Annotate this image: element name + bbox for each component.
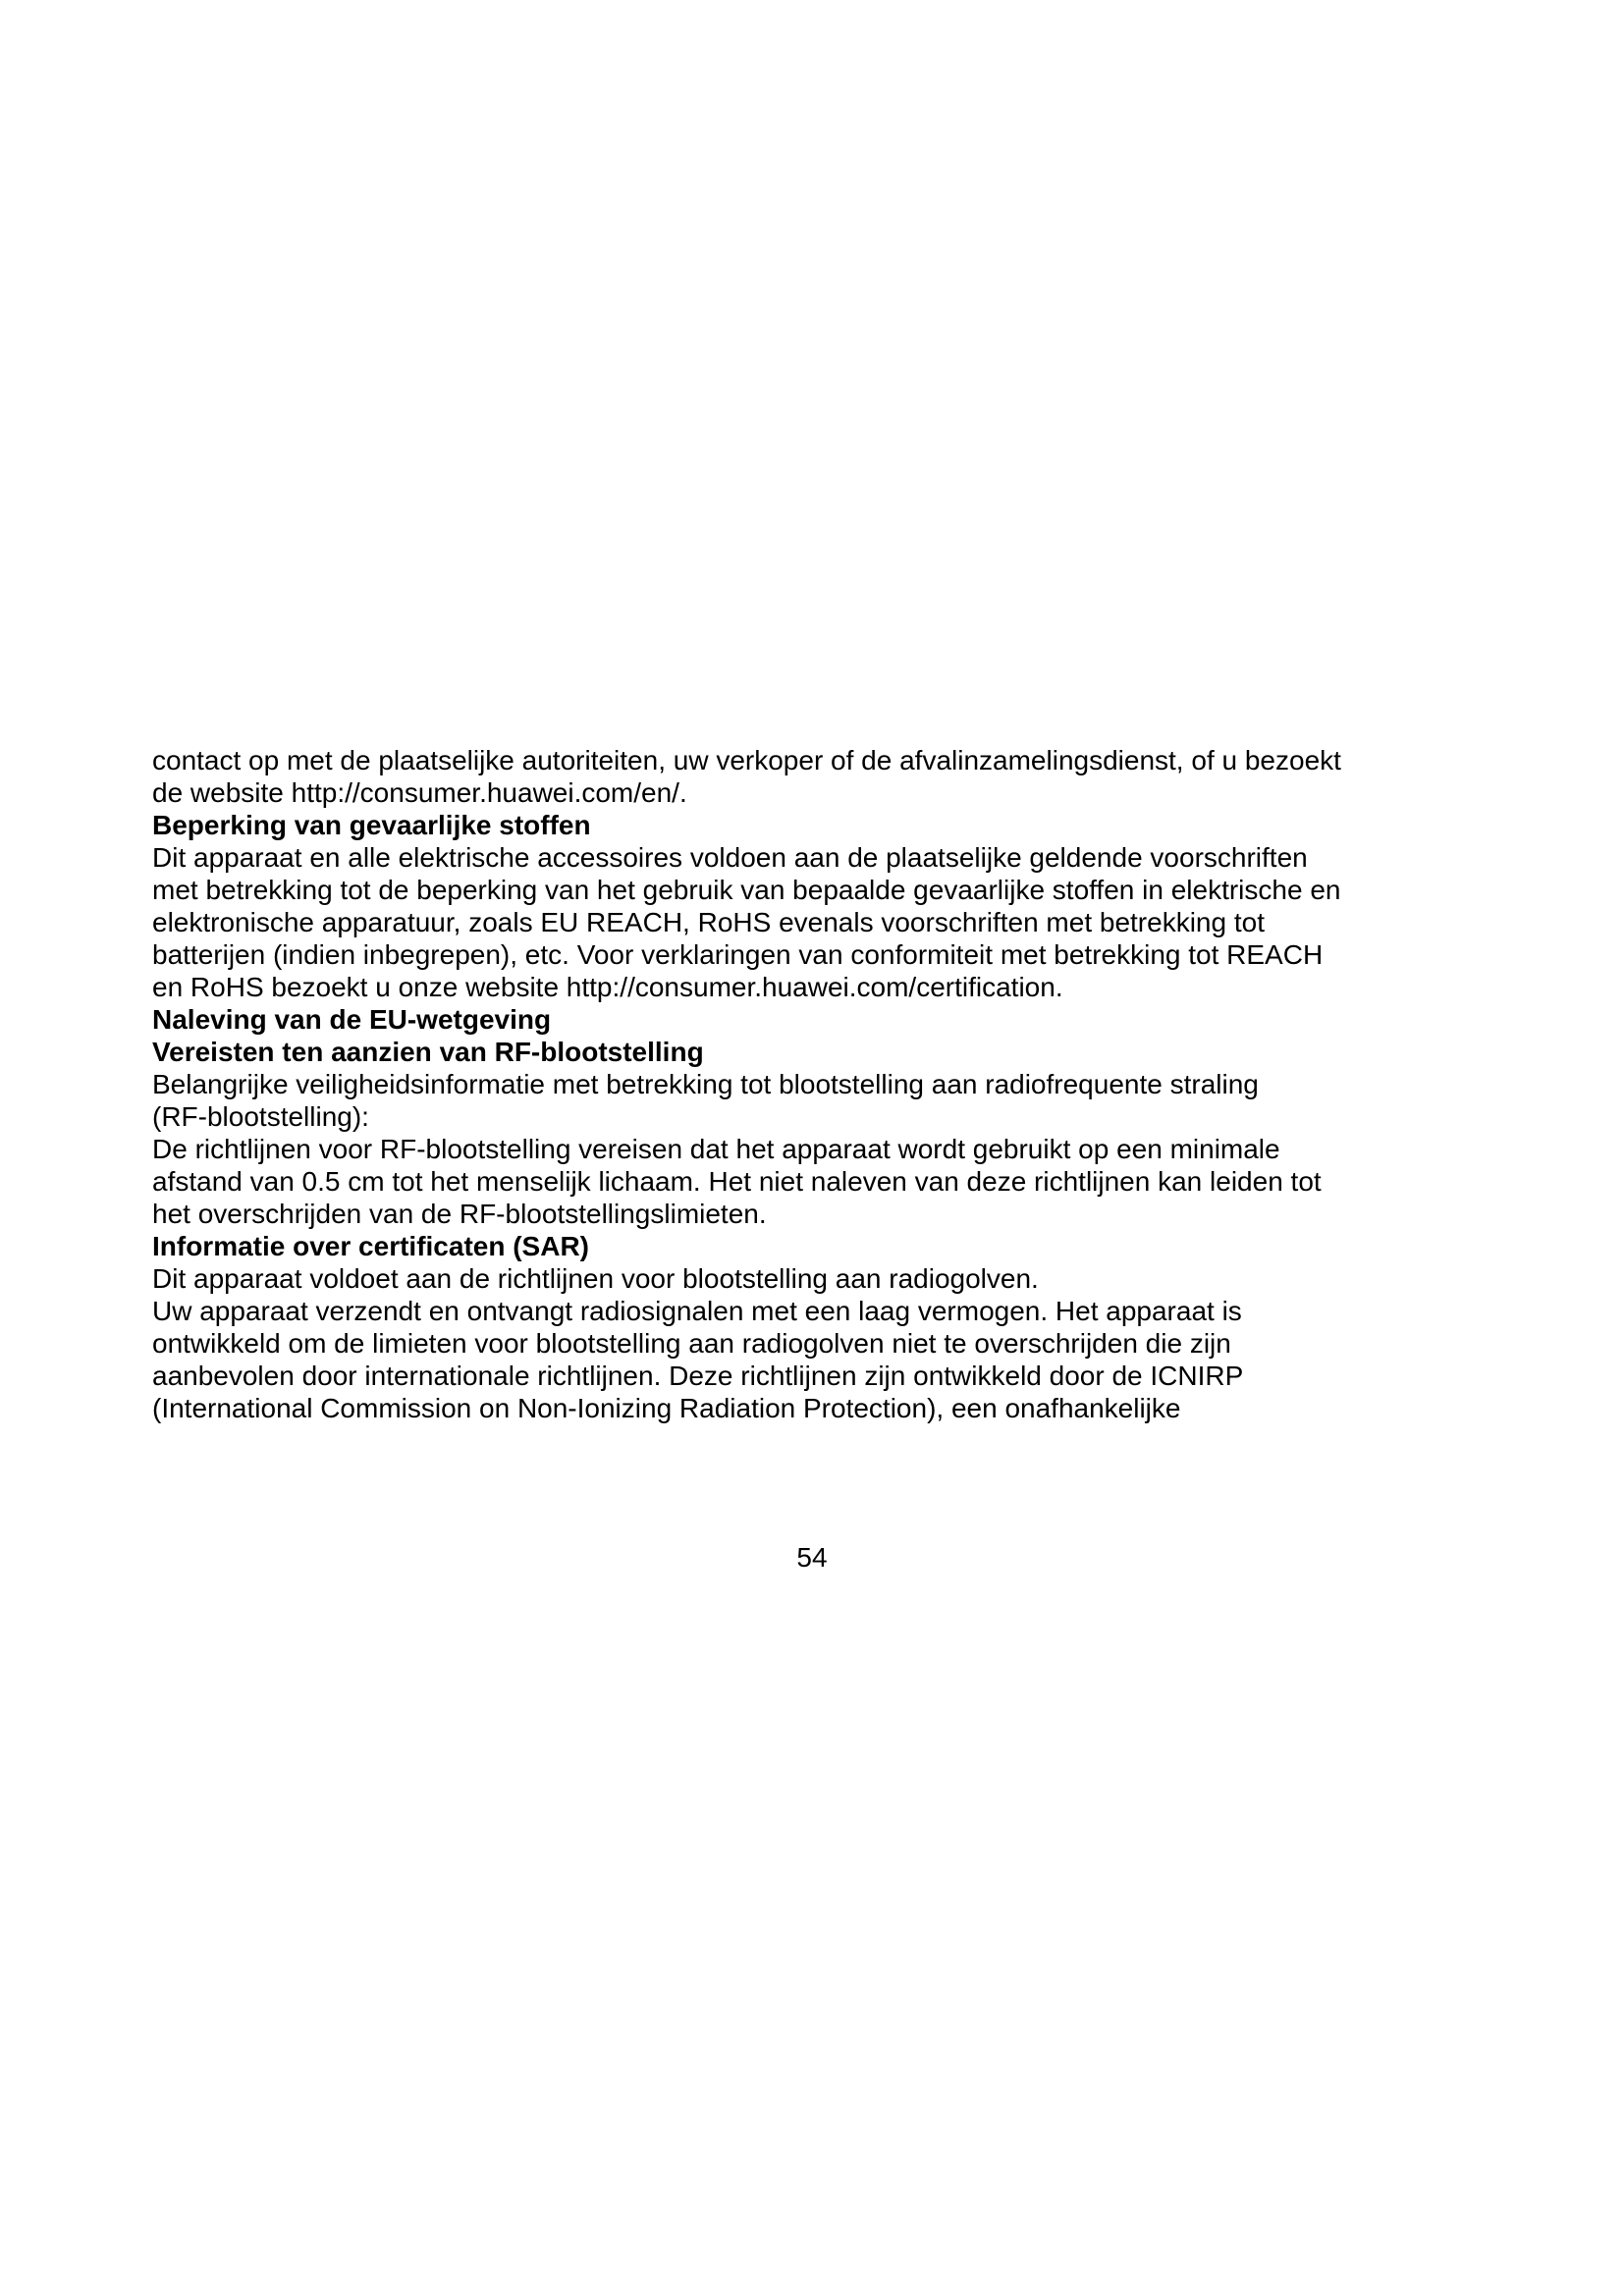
section-heading-hazardous-substances: Beperking van gevaarlijke stoffen (152, 810, 591, 840)
paragraph-line: ontwikkeld om de limieten voor blootstelling aan radiogolven niet te overschrijden die zijn (152, 1328, 1231, 1359)
paragraph-line: De richtlijnen voor RF-blootstelling vereisen dat het apparaat wordt gebruikt op een minimale (152, 1134, 1280, 1164)
paragraph-line: Dit apparaat en alle elektrische accessoires voldoen aan de plaatselijke geldende voorschriften (152, 842, 1308, 873)
paragraph-line: aanbevolen door internationale richtlijnen. Deze richtlijnen zijn ontwikkeld door de ICNIRP (152, 1361, 1244, 1391)
paragraph-line: (International Commission on Non-Ionizing Radiation Protection), een onafhankelijke (152, 1393, 1181, 1423)
paragraph-line: de website http://consumer.huawei.com/en/. (152, 777, 687, 808)
paragraph-line: Uw apparaat verzendt en ontvangt radiosignalen met een laag vermogen. Het apparaat is (152, 1296, 1242, 1326)
section-heading-sar-certification: Informatie over certificaten (SAR) (152, 1231, 589, 1261)
paragraph-line: en RoHS bezoekt u onze website http://consumer.huawei.com/certification. (152, 972, 1063, 1002)
paragraph-line: Belangrijke veiligheidsinformatie met betrekking tot blootstelling aan radiofrequente straling (152, 1069, 1259, 1099)
paragraph-line: Dit apparaat voldoet aan de richtlijnen voor blootstelling aan radiogolven. (152, 1263, 1039, 1294)
document-body (152, 744, 1488, 1424)
paragraph-line: het overschrijden van de RF-blootstellingslimieten. (152, 1199, 767, 1229)
paragraph-line: elektronische apparatuur, zoals EU REACH, RoHS evenals voorschriften met betrekking tot (152, 907, 1265, 937)
paragraph-line: afstand van 0.5 cm tot het menselijk lichaam. Het niet naleven van deze richtlijnen kan leiden tot (152, 1166, 1322, 1197)
page-number: 54 (796, 1542, 828, 1573)
paragraph-line: (RF-blootstelling): (152, 1101, 369, 1132)
section-heading-eu-compliance: Naleving van de EU-wetgeving (152, 1004, 552, 1035)
paragraph-line: contact op met de plaatselijke autoriteiten, uw verkoper of de afvalinzamelingsdienst, of u bezoekt (152, 745, 1341, 775)
paragraph-line: met betrekking tot de beperking van het gebruik van bepaalde gevaarlijke stoffen in elektrische en (152, 875, 1341, 905)
paragraph-line: batterijen (indien inbegrepen), etc. Voor verklaringen van conformiteit met betrekking tot REACH (152, 939, 1324, 970)
section-heading-rf-exposure: Vereisten ten aanzien van RF-blootstelling (152, 1037, 704, 1067)
